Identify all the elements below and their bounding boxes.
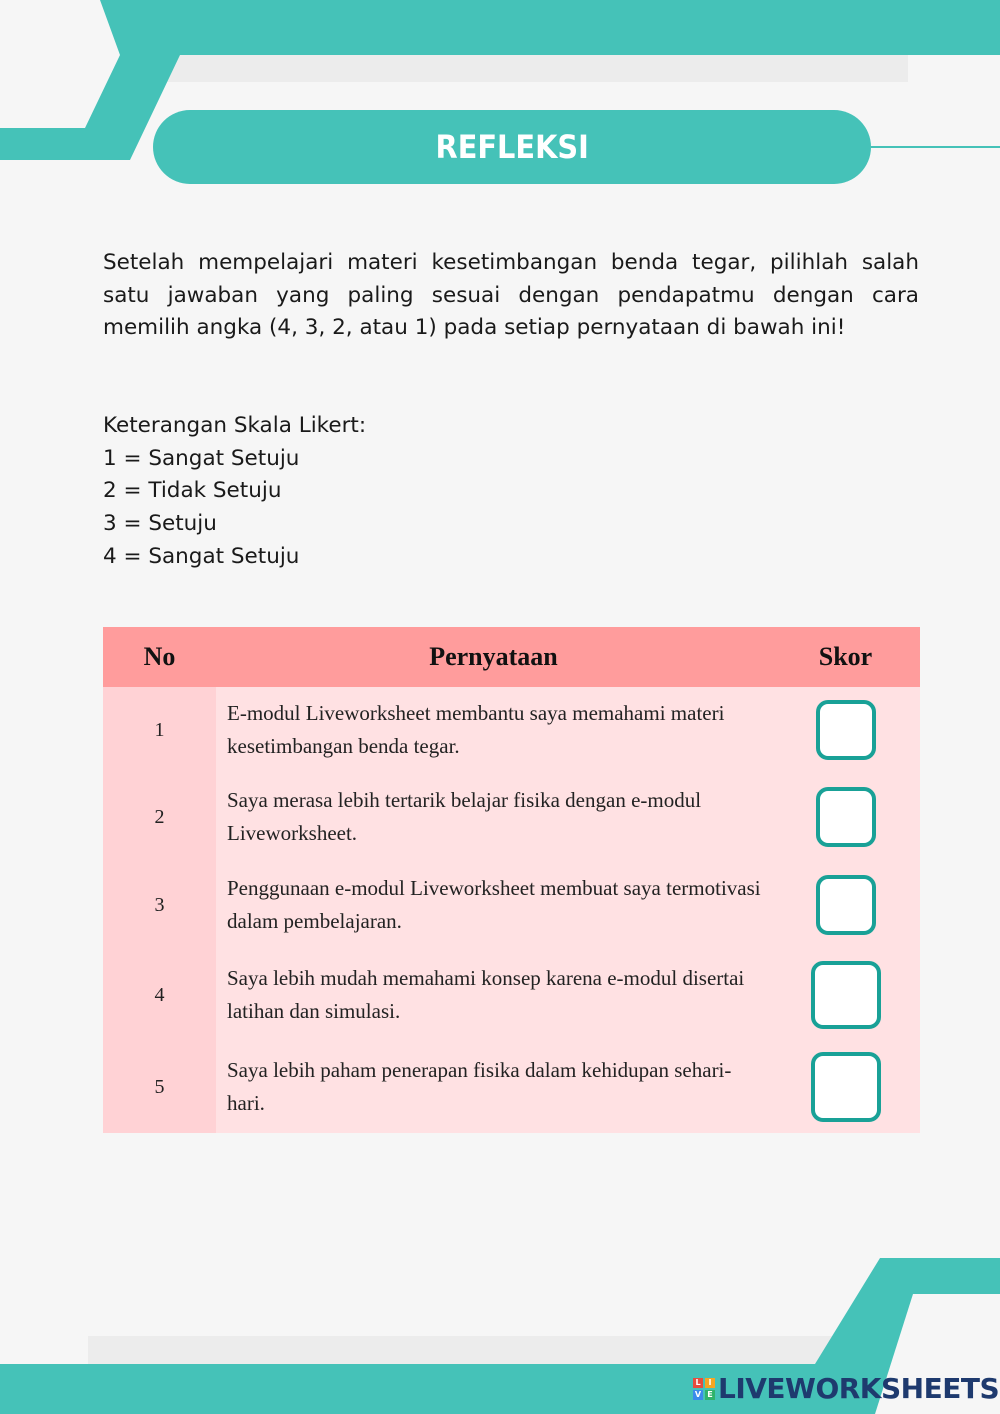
legend-item: 2 = Tidak Setuju xyxy=(103,478,282,504)
page-title: REFLEKSI xyxy=(435,128,589,166)
liveworksheets-brand[interactable] xyxy=(693,1372,999,1405)
legend-item: 4 = Sangat Setuju xyxy=(103,543,300,569)
legend-item: 1 = Sangat Setuju xyxy=(103,445,300,471)
score-cell xyxy=(771,687,920,773)
table-row xyxy=(103,773,920,861)
title-banner xyxy=(153,110,871,184)
logo-letter: I xyxy=(705,1378,715,1388)
header-score: Skor xyxy=(771,627,920,687)
table-row xyxy=(103,949,920,1041)
row-statement: Penggunaan e-modul Liveworksheet membuat saya termotivasi dalam pembelajaran. xyxy=(216,861,771,949)
instructions-paragraph: Setelah mempelajari materi kesetimbangan benda tegar, pilihlah salah satu jawaban yang paling sesuai dengan pendapatmu dengan cara memilih angka (4, 3, 2, atau 1) pada setiap pernyataan di bawah ini! xyxy=(103,250,919,340)
legend-item: 3 = Setuju xyxy=(103,511,217,537)
row-statement: Saya lebih paham penerapan fisika dalam kehidupan sehari-hari. xyxy=(216,1041,771,1133)
table-row xyxy=(103,1041,920,1133)
logo-letter: L xyxy=(693,1378,703,1388)
score-input-3[interactable] xyxy=(816,875,876,935)
table-row xyxy=(103,687,920,773)
reflection-table xyxy=(103,627,920,1133)
score-cell xyxy=(771,949,920,1041)
row-number: 1 xyxy=(103,687,216,773)
score-cell xyxy=(771,773,920,861)
score-input-2[interactable] xyxy=(816,787,876,847)
score-input-5[interactable] xyxy=(811,1052,881,1122)
table-header-row xyxy=(103,627,920,687)
score-cell xyxy=(771,1041,920,1133)
title-line-decoration xyxy=(871,146,1000,148)
score-input-1[interactable] xyxy=(816,700,876,760)
row-number: 2 xyxy=(103,773,216,861)
brand-name: LIVEWORKSHEETS xyxy=(718,1372,1000,1405)
logo-letter: E xyxy=(705,1390,715,1400)
score-input-4[interactable] xyxy=(811,961,881,1029)
legend-title: Keterangan Skala Likert: xyxy=(103,413,367,438)
table-row xyxy=(103,861,920,949)
liveworksheets-logo-icon xyxy=(693,1378,715,1400)
row-number: 3 xyxy=(103,861,216,949)
likert-legend xyxy=(103,410,366,574)
row-statement: Saya merasa lebih tertarik belajar fisika dengan e-modul Liveworksheet. xyxy=(216,773,771,861)
header-statement: Pernyataan xyxy=(216,627,771,687)
score-cell xyxy=(771,861,920,949)
row-statement: E-modul Liveworksheet membantu saya memahami materi kesetimbangan benda tegar. xyxy=(216,687,771,773)
row-statement: Saya lebih mudah memahami konsep karena e-modul disertai latihan dan simulasi. xyxy=(216,949,771,1041)
logo-letter: V xyxy=(694,1389,702,1399)
row-number: 5 xyxy=(103,1041,216,1133)
header-no: No xyxy=(103,627,216,687)
row-number: 4 xyxy=(103,949,216,1041)
